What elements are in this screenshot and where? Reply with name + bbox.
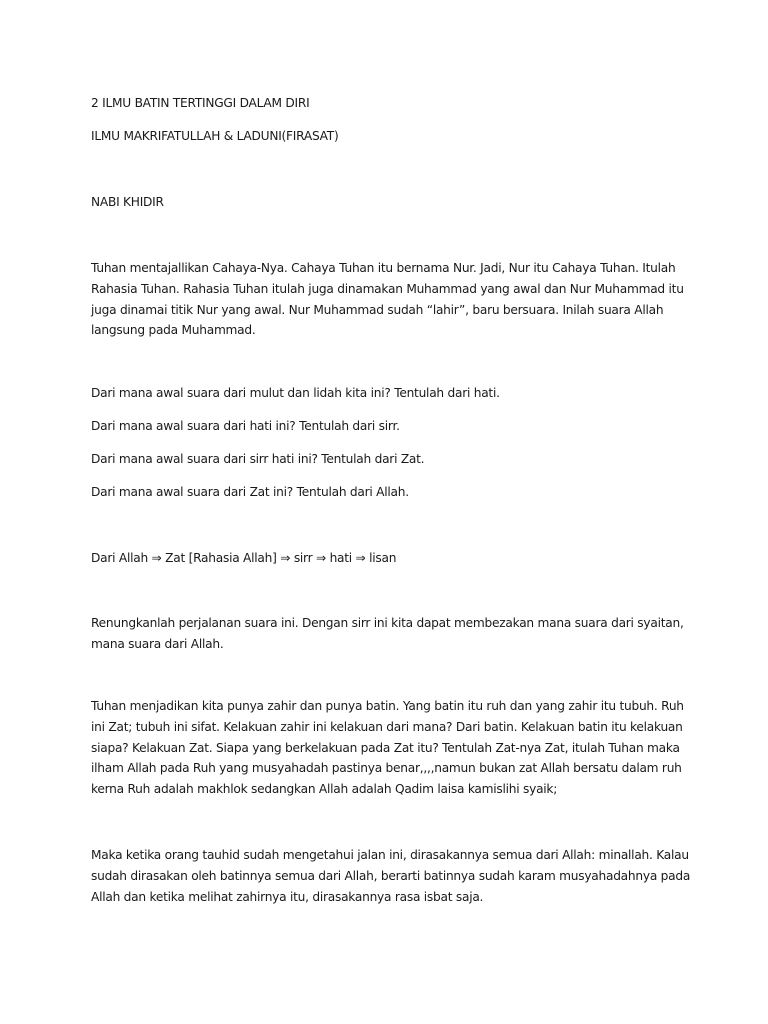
voice-chain: Dari Allah ⇒ Zat [Rahasia Allah] ⇒ sirr ⇒ hati ⇒ lisan [91,551,397,565]
document-title: 2 ILMU BATIN TERTINGGI DALAM DIRI [91,96,310,110]
paragraph-zahir-batin: Tuhan menjadikan kita punya zahir dan punya batin. Yang batin itu ruh dan yang zahir itu tubuh. Ruh ini Zat; tubuh ini sifat. Kelakuan zahir ini kelakuan dari mana? Dari batin. Kelakuan batin itu kelakuan siapa? Kelakuan Zat. Siapa yang berkelakuan pada Zat itu? Tentulah Zat-nya Zat, itulah Tuhan maka ilham Allah pada Ruh yang musyahadah pastinya benar,,,,namun bukan zat Allah bersatu dalam ruh kerna Ruh adalah makhlok sedangkan Allah adalah Qadim laisa kamislihi syaik; [91,699,684,797]
paragraph-reflection: Renungkanlah perjalanan suara ini. Dengan sirr ini kita dapat membezakan mana suara dari syaitan, mana suara dari Allah. [91,616,684,651]
question-line-1: Dari mana awal suara dari mulut dan lidah kita ini? Tentulah dari hati. [91,386,500,400]
section-heading: NABI KHIDIR [91,195,164,209]
question-line-3: Dari mana awal suara dari sirr hati ini? Tentulah dari Zat. [91,452,425,466]
paragraph-intro: Tuhan mentajallikan Cahaya-Nya. Cahaya Tuhan itu bernama Nur. Jadi, Nur itu Cahaya Tuhan. Itulah Rahasia Tuhan. Rahasia Tuhan itulah juga dinamakan Muhammad yang awal dan Nur Muhammad itu juga dinamai titik Nur yang awal. Nur Muhammad sudah “lahir”, baru bersuara. Inilah suara Allah langsung pada Muhammad. [91,261,684,338]
paragraph-tauhid: Maka ketika orang tauhid sudah mengetahui jalan ini, dirasakannya semua dari Allah: minallah. Kalau sudah dirasakan oleh batinnya semua dari Allah, berarti batinnya sudah karam musyahadahnya pada Allah dan ketika melihat zahirnya itu, dirasakannya rasa isbat saja. [91,848,691,904]
question-line-4: Dari mana awal suara dari Zat ini? Tentulah dari Allah. [91,485,409,499]
document-subtitle: ILMU MAKRIFATULLAH & LADUNI(FIRASAT) [91,129,339,143]
question-line-2: Dari mana awal suara dari hati ini? Tentulah dari sirr. [91,419,400,433]
